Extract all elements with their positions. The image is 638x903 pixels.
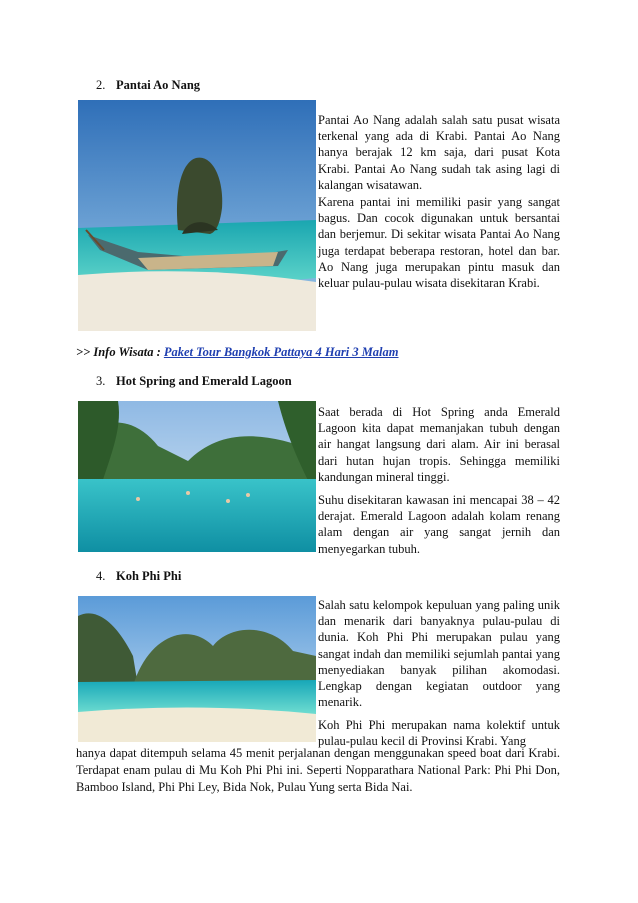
hot-spring-paragraph-1: Saat berada di Hot Spring anda Emerald Lagoon kita dapat memanjakan tubuh dengan air hangat langsung dari alam. Air ini berasal dari hutan hujan tropis. Sehingga memiliki kandungan mineral tinggi. <box>318 405 560 484</box>
section-heading-hot-spring <box>96 374 292 389</box>
section-number: 2. <box>96 78 106 92</box>
koh-phi-phi-paragraph-1: Salah satu kelompok kepuluan yang paling unik dan menarik dari banyaknya pulau-pulau di dunia. Koh Phi Phi merupakan pulau yang sangat indah dan memiliki sejumlah pantai yang menyediakan banyak pilihan akomodasi. Lengkap dengan kegiatan outdoor yang menarik. <box>318 598 560 710</box>
section-heading-koh-phi-phi <box>96 569 181 584</box>
section-title: Hot Spring and Emerald Lagoon <box>116 374 292 388</box>
ao-nang-paragraph-2: Karena pantai ini memiliki pasir yang sangat bagus. Dan cocok digunakan untuk bersantai dan berjemur. Di sekitar wisata Pantai Ao Nang juga terdapat beberapa restoran, hotel dan bar. Ao Nang juga merupakan pintu masuk dan keluar pulau-pulau wisata disekitaran Krabi. <box>318 195 560 291</box>
koh-phi-phi-bay-photo <box>78 596 316 742</box>
emerald-lagoon-photo <box>78 401 316 552</box>
ao-nang-paragraph-1: Pantai Ao Nang adalah salah satu pusat wisata terkenal yang ada di Krabi. Pantai Ao Nang hanya berajak 12 km saja, dari pusat Kota Krabi. Pantai Ao Nang sudah tak asing lagi di kalangan wisatawan. <box>318 113 560 192</box>
koh-phi-phi-paragraph-2: Koh Phi Phi merupakan nama kolektif untuk pulau-pulau kecil di Provinsi Krabi. Yang <box>318 718 560 749</box>
section-number: 4. <box>96 569 106 583</box>
koh-phi-phi-continuation: hanya dapat ditempuh selama 45 menit perjalanan dengan menggunakan speed boat dari Krabi. Terdapat enam pulau di Mu Koh Phi Phi ini. Seperti Nopparathara National Park: Phi Phi Don, Bamboo Island, Phi Phi Ley, Bida Nok, Pulau Yung serta Bida Nai. <box>76 746 560 794</box>
info-wisata-line <box>76 345 399 360</box>
section-title: Koh Phi Phi <box>116 569 182 583</box>
section-number: 3. <box>96 374 106 388</box>
section-heading-ao-nang <box>96 78 200 93</box>
beach-longtail-boat-photo <box>78 100 316 331</box>
section-title: Pantai Ao Nang <box>116 78 201 92</box>
info-prefix: >> Info Wisata : <box>76 345 164 359</box>
hot-spring-paragraph-2: Suhu disekitaran kawasan ini mencapai 38 – 42 derajat. Emerald Lagoon adalah kolam renang alam dengan air yang sangat jernih dan menyegarkan tubuh. <box>318 493 560 556</box>
paket-tour-link[interactable]: Paket Tour Bangkok Pattaya 4 Hari 3 Malam <box>163 345 399 359</box>
